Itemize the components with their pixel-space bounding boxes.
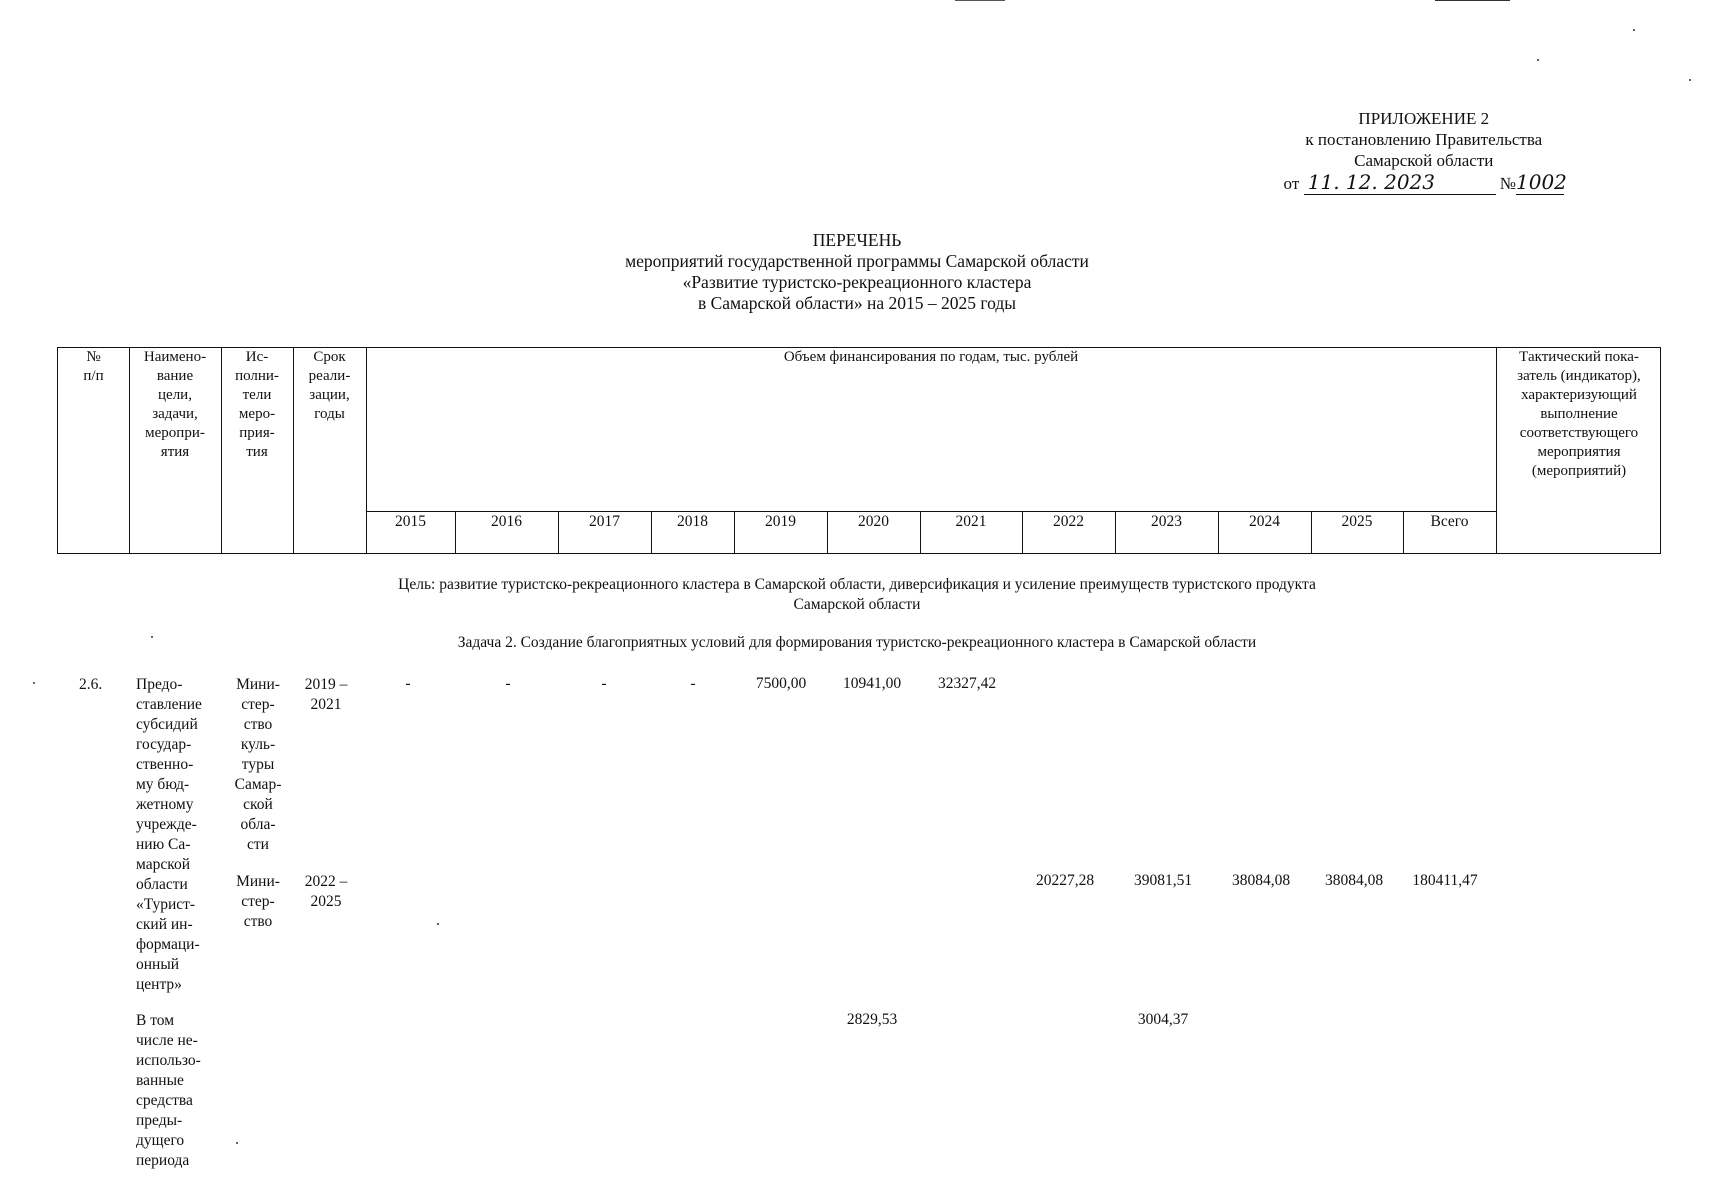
value-2022: 20227,28 — [1035, 872, 1095, 889]
value-2018: - — [690, 675, 696, 692]
header-funding: Объем финансирования по годам, тыс. рублей — [783, 349, 1079, 365]
scan-speck — [437, 923, 439, 925]
scan-speck — [1633, 29, 1635, 31]
value-2025: 38084,08 — [1324, 872, 1384, 889]
goal-line: Самарской области — [793, 596, 921, 613]
value-total: 180411,47 — [1412, 872, 1478, 889]
document-title — [0, 230, 1714, 314]
year-2021: 2021 — [955, 513, 987, 530]
year-2018: 2018 — [677, 513, 708, 530]
header-term: Срок реали- зации, годы — [308, 349, 351, 422]
year-2016: 2016 — [491, 513, 522, 530]
value-2024: 38084,08 — [1231, 872, 1291, 889]
scan-speck — [1537, 59, 1539, 61]
row-divider — [366, 511, 1496, 512]
handwritten-number: 1002 — [1516, 170, 1567, 194]
row-name: Предо- ставление субсидий государ- ственно- му бюд- жетному учрежде- нию Са- марской области «Турист- ский ин- формаци- онный центр» — [136, 676, 202, 993]
task-text: Задача 2. Создание благоприятных условий для формирования туристско-рекреационного кластера в Самарской области — [457, 634, 1257, 651]
appendix-line: к постановлению Правительства — [1305, 130, 1543, 149]
row-number: 2.6. — [79, 676, 103, 693]
row-executor-1: Мини- стер- ство куль- туры Самар- ской обла- сти — [234, 676, 282, 853]
scan-speck — [1689, 79, 1691, 81]
scan-mark — [1435, 0, 1510, 1]
year-2019: 2019 — [765, 513, 796, 530]
header-executors: Ис- полни- тели меро- прия- тия — [235, 349, 279, 460]
value-2015: - — [405, 675, 411, 692]
value-2017: - — [601, 675, 607, 692]
row-executor-2: Мини- стер- ство — [236, 873, 280, 930]
date-field — [1304, 172, 1496, 195]
goal-line: Цель: развитие туристско-рекреационного кластера в Самарской области, диверсификация и усиление преимуществ туристского продукта — [398, 576, 1316, 593]
table-header — [57, 347, 1661, 554]
year-2023: 2023 — [1151, 513, 1182, 530]
appendix-line: Самарской области — [1354, 151, 1494, 170]
goal-text — [0, 575, 1714, 615]
year-total: Всего — [1430, 513, 1469, 530]
handwritten-date: 11. 12. 2023 — [1307, 170, 1435, 194]
header-name: Наимено- вание цели, задачи, меропри- ятия — [143, 349, 207, 460]
title-line: в Самарской области» на 2015 – 2025 годы — [697, 293, 1017, 313]
scan-speck — [236, 1142, 238, 1144]
value-2020: 10941,00 — [842, 675, 902, 692]
appendix-title: ПРИЛОЖЕНИЕ 2 — [1358, 109, 1490, 128]
year-2025: 2025 — [1341, 513, 1373, 530]
title-line: «Развитие туристско-рекреационного кластера — [682, 272, 1032, 292]
title-line: мероприятий государственной программы Самарской области — [625, 251, 1089, 271]
appendix-block — [1283, 108, 1567, 195]
number-prefix: № — [1499, 174, 1516, 193]
appendix-date-line — [1283, 170, 1567, 195]
year-2024: 2024 — [1249, 513, 1280, 530]
scan-mark — [955, 0, 1005, 1]
value-2021: 32327,42 — [937, 675, 997, 692]
header-number: № п/п — [83, 349, 104, 384]
number-field — [1516, 170, 1567, 195]
subitem-value-2020: 2829,53 — [846, 1011, 898, 1028]
value-2016: - — [505, 675, 511, 692]
year-2020: 2020 — [858, 513, 889, 530]
row-term-1: 2019 – 2021 — [304, 676, 348, 713]
value-2019: 7500,00 — [755, 675, 807, 692]
scan-speck — [33, 682, 35, 684]
title-heading: ПЕРЕЧЕНЬ — [812, 230, 902, 250]
row-subitem-name: В том числе не- использо- ванные средства преды- дущего периода — [136, 1012, 201, 1169]
row-term-2: 2022 – 2025 — [304, 873, 348, 910]
subitem-value-2023: 3004,37 — [1137, 1011, 1189, 1028]
year-2015: 2015 — [395, 513, 426, 530]
year-2022: 2022 — [1053, 513, 1084, 530]
year-2017: 2017 — [589, 513, 620, 530]
value-2023: 39081,51 — [1133, 872, 1193, 889]
header-indicator: Тактический пока- затель (индикатор), характеризующий выполнение соответствующего мероприятия (мероприятий) — [1517, 349, 1641, 479]
date-prefix: от — [1283, 174, 1300, 193]
